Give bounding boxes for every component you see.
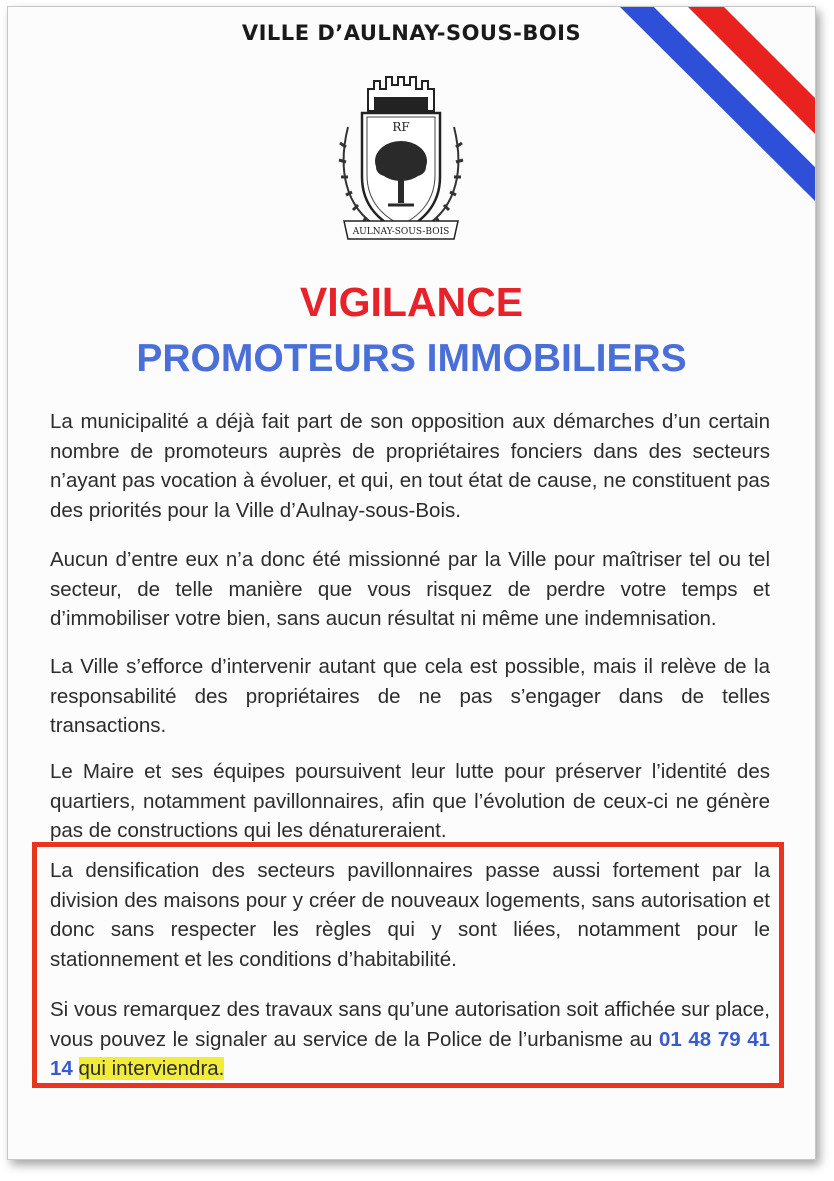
title-promoteurs: PROMOTEURS IMMOBILIERS	[136, 337, 687, 380]
paragraph-ville: La Ville s’efforce d’intervenir autant que cela est possible, mais il relève de la responsabilité des propriétaires de ne pas s’engager dans de telles transactions.	[50, 655, 770, 737]
paragraph-signalement	[50, 995, 770, 1084]
paragraph-maire: Le Maire et ses équipes poursuivent leur lutte pour préserver l’identité des quartiers, notamment pavillonnaires, afin que l’évolution de ceux-ci ne génère pas de constructions qui les dénatureraient.	[50, 760, 770, 842]
paragraph-densification: La densification des secteurs pavillonnaires passe aussi fortement par la division des maisons pour y créer de nouveaux logements, sans autorisation et donc sans respecter les règles qui y sont liées, notamment pour le stationnement et les conditions d’habitabilité.	[50, 859, 770, 971]
poster-sheet	[7, 6, 816, 1160]
highlighted-text: qui interviendra.	[78, 1057, 225, 1080]
city-crest-logo	[334, 67, 468, 247]
crest-initials: RF	[392, 120, 410, 134]
crest-ribbon-text: AULNAY-SOUS-BOIS	[352, 227, 450, 237]
police-urbanisme-phone[interactable]: 01 48 79 41 14	[50, 1027, 770, 1080]
city-name: VILLE D’AULNAY-SOUS-BOIS	[241, 21, 582, 45]
paragraph-opposition: La municipalité a déjà fait part de son opposition aux démarches d’un certain nombre de promoteurs auprès de propriétaires fonciers dans des secteurs n’ayant pas vocation à évoluer, et qui, en tout état de cause, ne constituent pas des priorités pour la Ville d’Aulnay-sous-Bois.	[50, 410, 770, 522]
title-vigilance: VIGILANCE	[299, 279, 524, 325]
paragraph-mission: Aucun d’entre eux n’a donc été missionné par la Ville pour maîtriser tel ou tel secteur, de telle manière que vous risquez de perdre votre temps et d’immobiliser votre bien, sans aucun résultat ni même une indemnisation.	[50, 548, 770, 630]
signalement-text: Si vous remarquez des travaux sans qu’une autorisation soit affichée sur place, vous pouvez le signaler au service de la Police de l’urbanisme au	[50, 998, 770, 1051]
